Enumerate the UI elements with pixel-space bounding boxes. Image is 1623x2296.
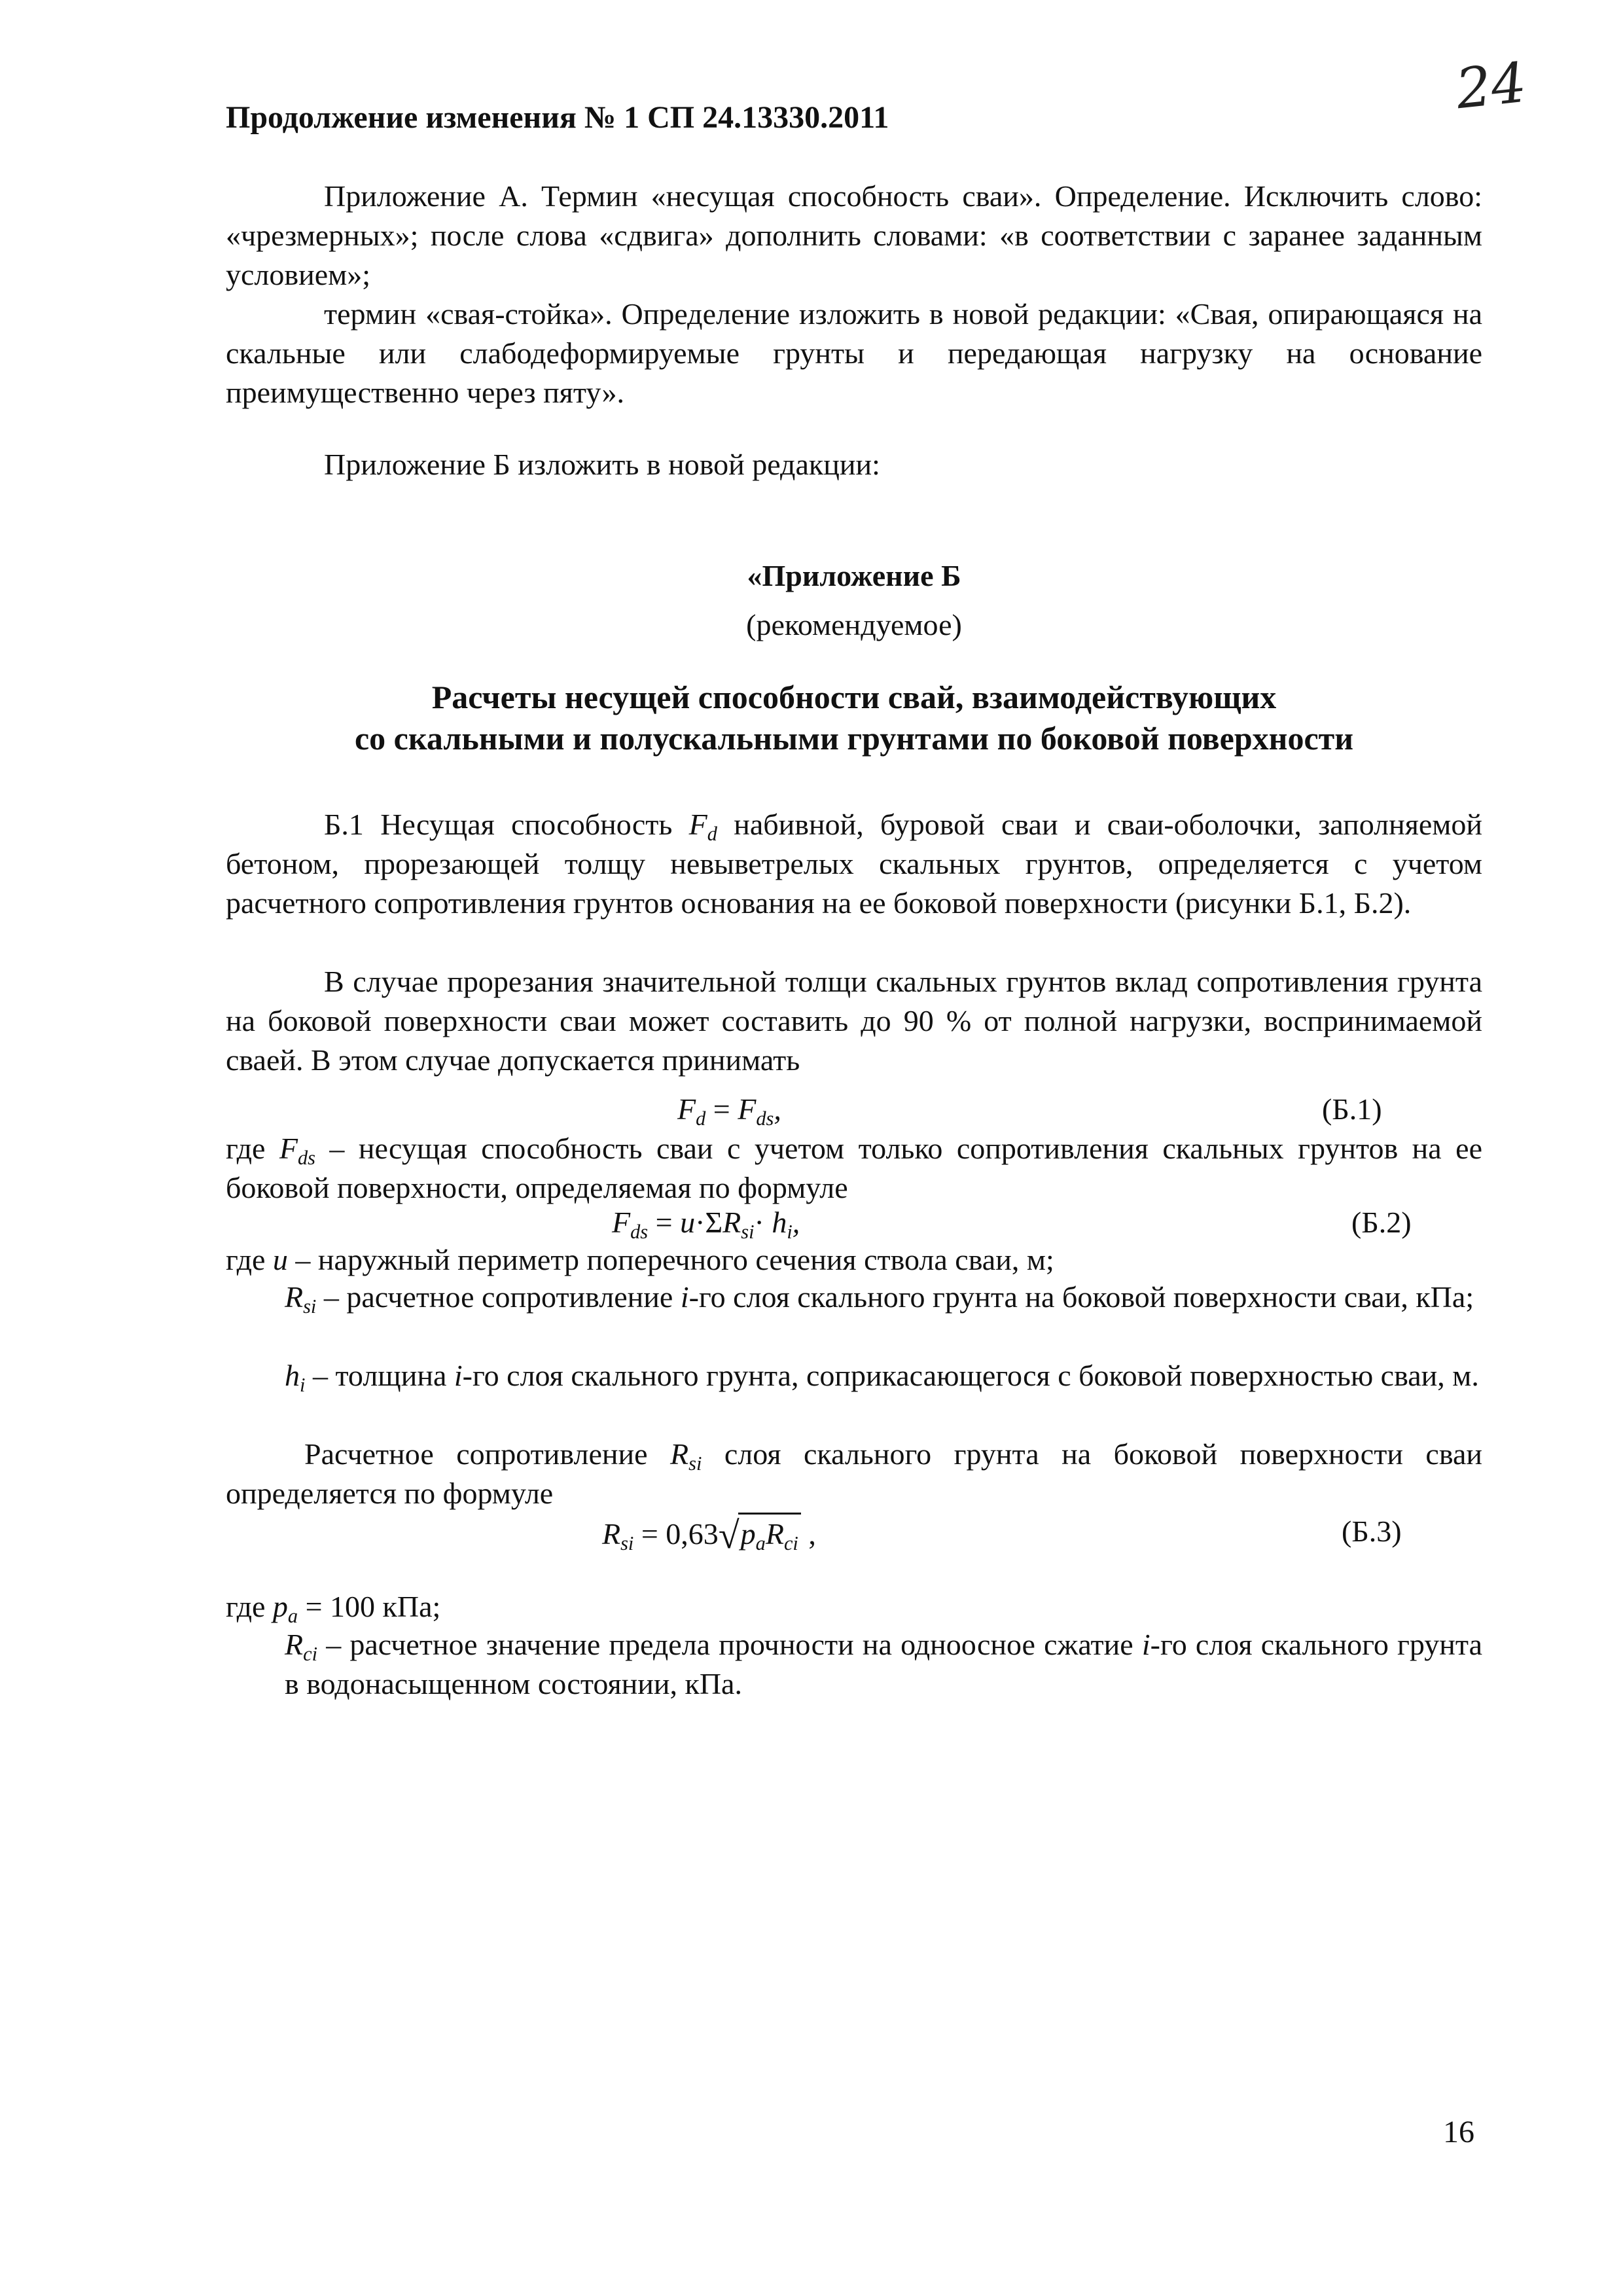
- formula-b1: $F_d = F_{ds}$,: [677, 1092, 781, 1130]
- formula-b2-row: [226, 1203, 1482, 1244]
- page-number: 16: [1443, 2115, 1474, 2149]
- definition-hi: $h_i$ – толщина i-го слоя скального грунта, соприкасающегося с боковой поверхностью сваи, м.: [285, 1359, 1479, 1397]
- definition-pa: где $p_a = 100$ кПа;: [226, 1590, 441, 1628]
- formula-b3-row: [226, 1512, 1482, 1556]
- definition-u: где u – наружный периметр поперечного сечения ствола сваи, м;: [226, 1243, 1054, 1276]
- formula-b1-row: [226, 1090, 1482, 1130]
- annex-b-heading: «Приложение Б: [747, 559, 961, 592]
- formula-b2-number: (Б.2): [1351, 1206, 1412, 1239]
- annex-b-intro: Приложение Б изложить в новой редакции:: [324, 448, 880, 481]
- page-header-title: Продолжение изменения № 1 СП 24.13330.2011: [226, 100, 889, 135]
- annex-a-paragraph-2: термин «свая-стойка». Определение изложить в новой редакции: «Свая, опирающаяся на скальные или слабодеформируемые грунты и передающая нагрузку на основание преимущественно через пяту».: [226, 297, 1482, 409]
- definition-rsi: $R_{si}$ – расчетное сопротивление i-го слоя скального грунта на боковой поверхности сваи, кПа;: [285, 1280, 1474, 1318]
- paragraph-rsi: Расчетное сопротивление $R_{si}$ слоя скального грунта на боковой поверхности сваи определяется по формуле: [226, 1437, 1483, 1510]
- annex-a-paragraph-1: Приложение А. Термин «несущая способность сваи». Определение. Исключить слово: «чрезмерных»; после слова «сдвига» дополнить словами: «в соответствии с заранее заданным условием»;: [226, 179, 1482, 291]
- paragraph-case: В случае прорезания значительной толщи скальных грунтов вклад сопротивления грунта на боковой поверхности сваи может составить до 90 % от полной нагрузки, воспринимаемой сваей. В этом случае допускается принимать: [226, 965, 1482, 1077]
- where-fds: где $F_{ds}$ – несущая способность сваи с учетом только сопротивления скальных грунтов на ее боковой поверхности, определяемая по формуле: [226, 1132, 1482, 1204]
- formula-b3-number: (Б.3): [1342, 1515, 1402, 1548]
- formula-b2: $F_{ds} = u\cdot\Sigma R_{si}\cdot h_i$,: [612, 1206, 800, 1244]
- annex-b-status: (рекомендуемое): [746, 608, 962, 641]
- paragraph-b1: Б.1 Несущая способность $F_d$ набивной, буровой сваи и сваи-оболочки, заполняемой бетоном, прорезающей толщу невыветрелых скальных грунтов, определяется с учетом расчетного сопротивления грунтов основания на ее боковой поверхности (рисунки Б.1, Б.2).: [226, 808, 1483, 920]
- handwritten-page-mark: 24: [1453, 50, 1529, 122]
- annex-b-title-line-2: со скальными и полускальными грунтами по боковой поверхности: [354, 720, 1354, 757]
- annex-b-title-line-1: Расчеты несущей способности свай, взаимодействующих: [431, 679, 1277, 715]
- definition-rci: $R_{ci}$ – расчетное значение предела прочности на одноосное сжатие i-го слоя скального грунта в водонасыщенном состоянии, кПа.: [285, 1628, 1482, 1700]
- formula-b1-number: (Б.1): [1322, 1092, 1382, 1126]
- formula-b3: $R_{si} = 0,63√p_aR_{ci}$ ,: [602, 1514, 816, 1556]
